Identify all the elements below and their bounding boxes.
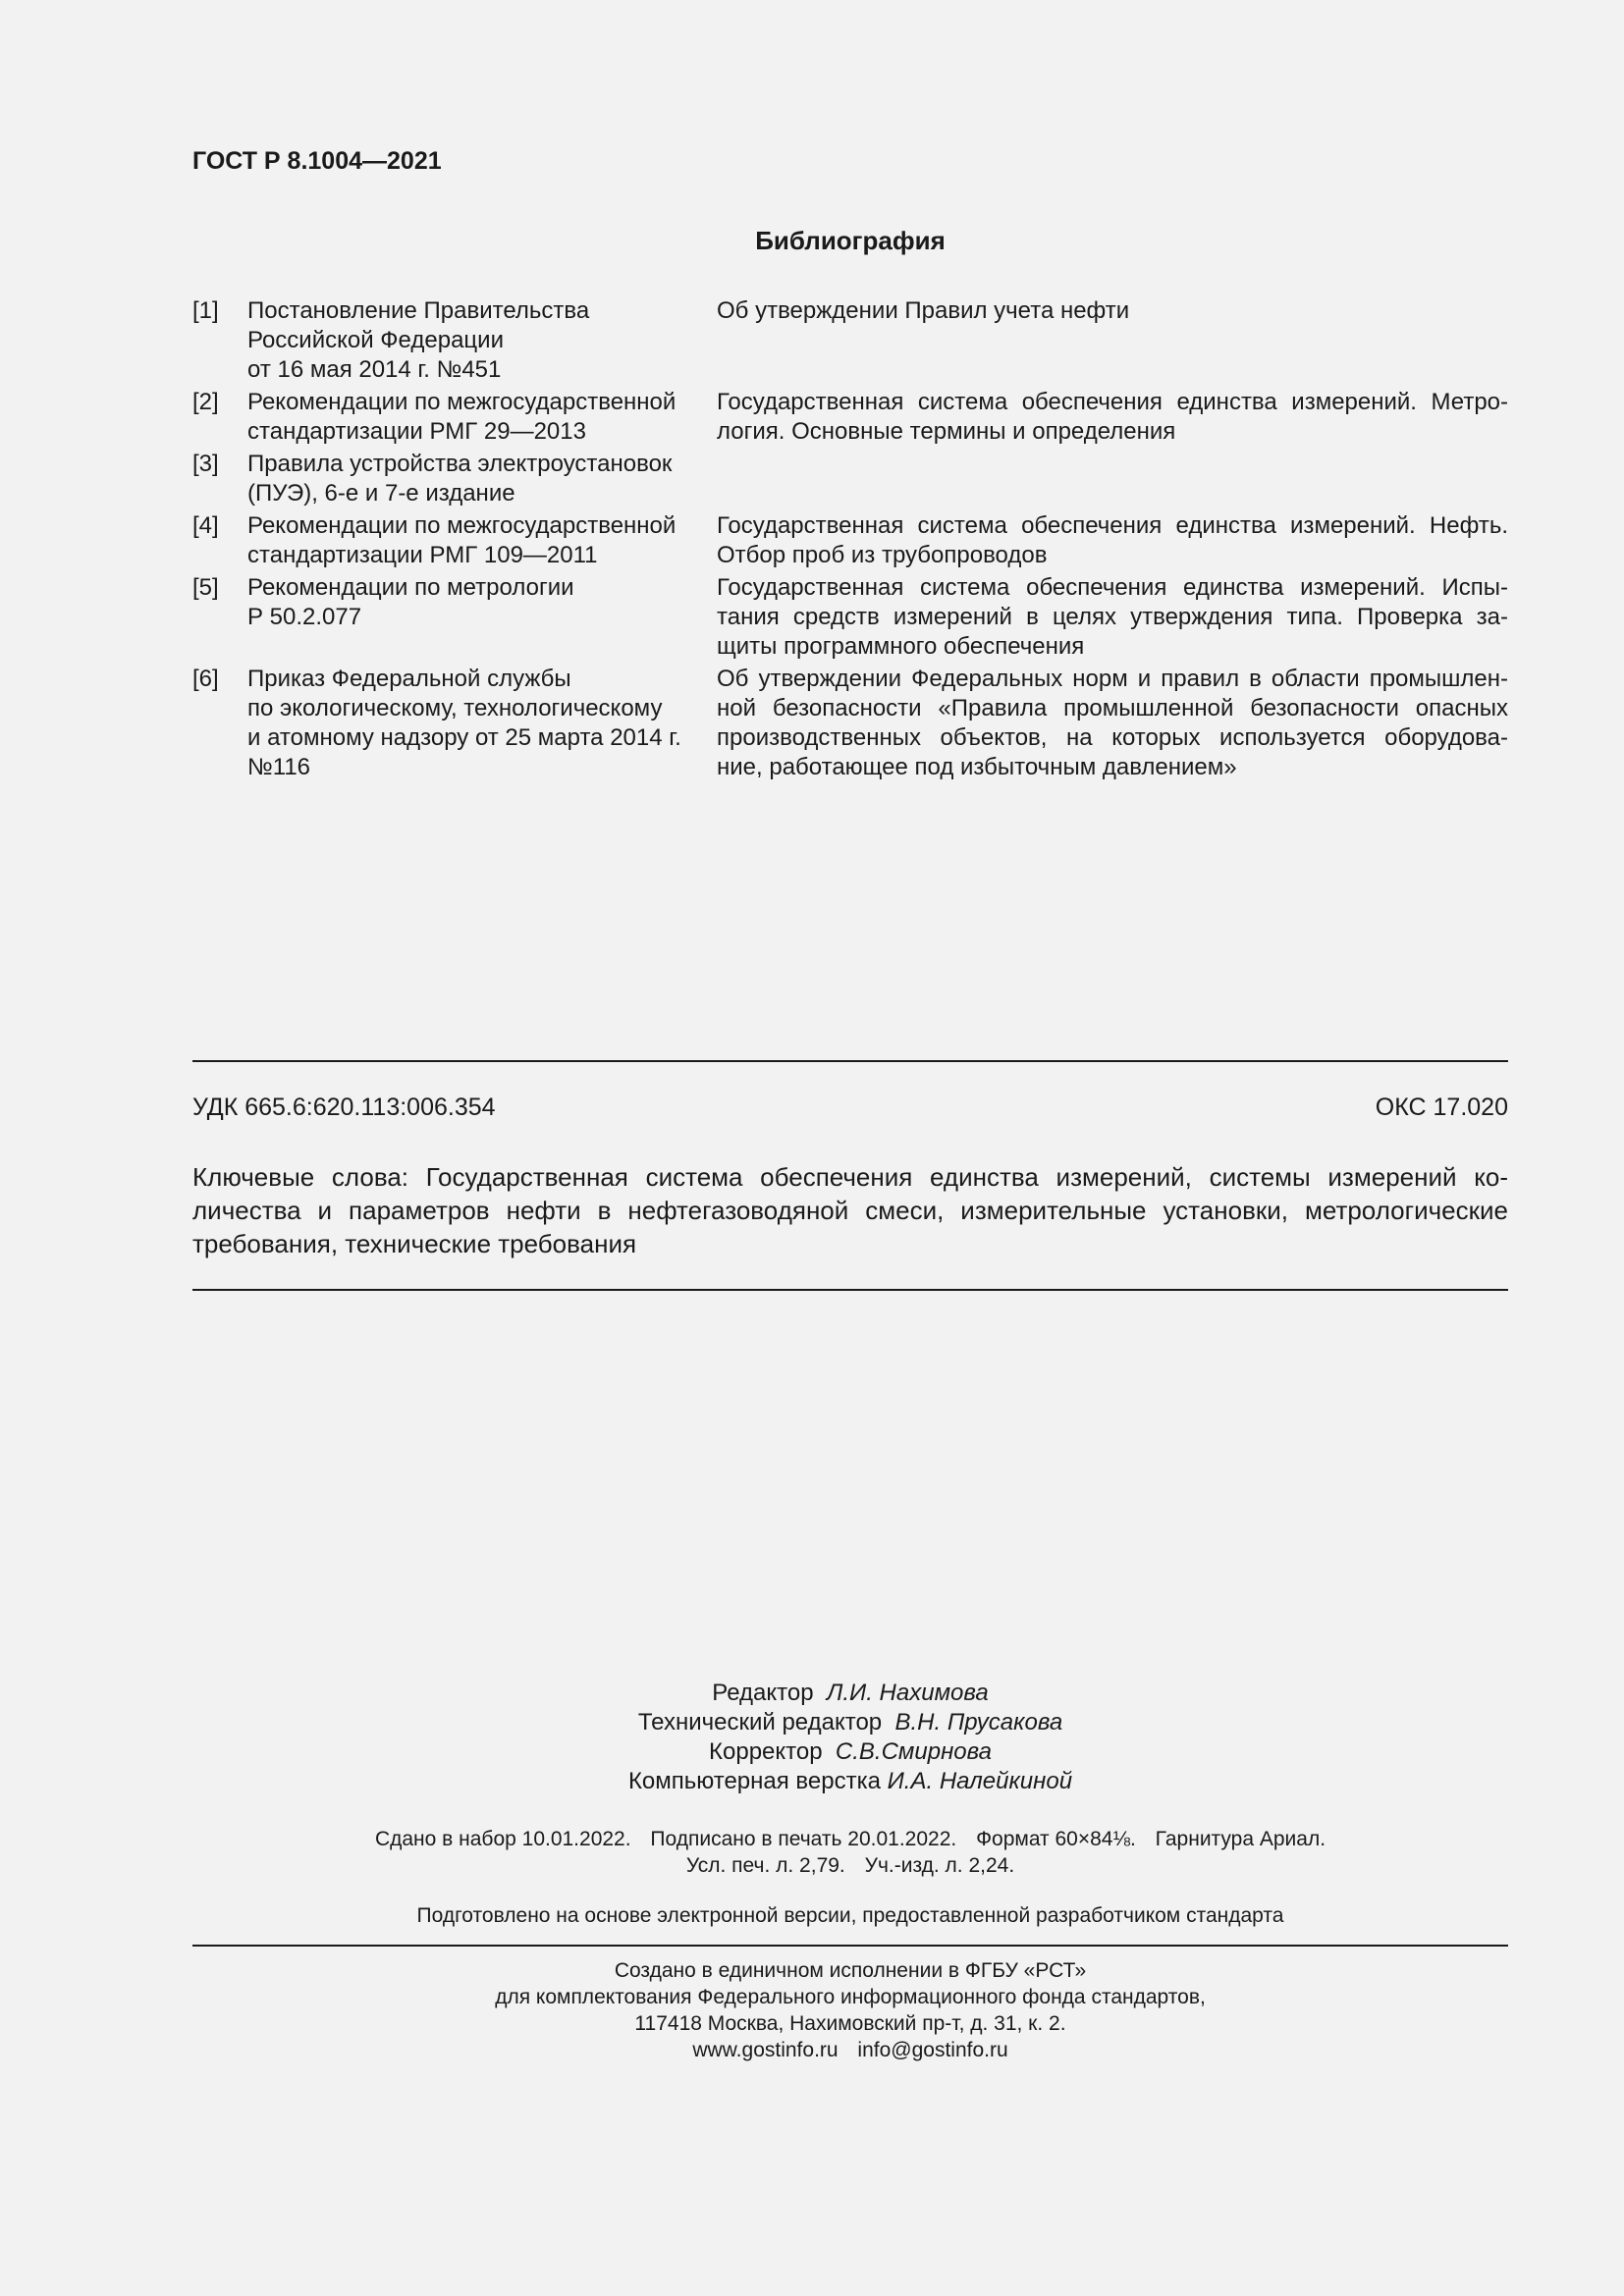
source-line: по экологическому, технологическому bbox=[247, 695, 663, 721]
source-line: Правила устройства электроустановок bbox=[247, 451, 673, 477]
source-line: и атомному надзору от 25 марта 2014 г. bbox=[247, 724, 681, 751]
source-line: стандартизации РМГ 29—2013 bbox=[247, 418, 586, 445]
credit-role: Компьютерная верстка bbox=[627, 1768, 881, 1794]
footer-line: 117418 Москва, Нахимовский пр-т, д. 31, к. 2. bbox=[634, 2012, 1066, 2035]
footer-line: Создано в единичном исполнении в ФГБУ «РСТ» bbox=[614, 1959, 1087, 1982]
footer-block bbox=[192, 1957, 1508, 2063]
desc-line: Государственная система обеспечения единства измерений. Метро- bbox=[717, 389, 1508, 415]
desc-line: Государственная система обеспечения единства измерений. Испы- bbox=[717, 574, 1508, 601]
keywords-line: требования, технические требования bbox=[192, 1229, 637, 1258]
entry-source bbox=[247, 573, 717, 662]
typeface: Гарнитура Ариал. bbox=[1155, 1828, 1326, 1850]
source-line: Р 50.2.077 bbox=[247, 604, 362, 630]
source-line: Приказ Федеральной службы bbox=[247, 666, 571, 692]
website-link[interactable]: www.gostinfo.ru bbox=[692, 2039, 839, 2061]
footer-contacts bbox=[192, 2037, 1508, 2063]
desc-line: тания средств измерений в целях утверждения типа. Проверка за- bbox=[717, 604, 1508, 630]
entry-number: [4] bbox=[192, 512, 219, 539]
udk-code: УДК 665.6:620.113:006.354 bbox=[192, 1094, 496, 1121]
entry-source bbox=[247, 388, 717, 447]
desc-line: ние, работающее под избыточным давлением» bbox=[717, 754, 1237, 780]
desc-line: Отбор проб из трубопроводов bbox=[717, 542, 1048, 568]
desc-line: Об утверждении Правил учета нефти bbox=[717, 297, 1130, 324]
publisher-sheets: Уч.-изд. л. 2,24. bbox=[864, 1854, 1015, 1877]
prepared-note: Подготовлено на основе электронной версии, предоставленной разработчиком стандарта bbox=[416, 1904, 1284, 1927]
footer-line: для комплектования Федерального информационного фонда стандартов, bbox=[495, 1986, 1206, 2008]
entry-description bbox=[717, 450, 1508, 508]
entry-source bbox=[247, 665, 717, 782]
credit-name: С.В.Смирнова bbox=[835, 1738, 992, 1765]
divider-top bbox=[192, 1060, 1508, 1062]
credit-role: Технический редактор bbox=[637, 1709, 883, 1735]
source-line: Постановление Правительства bbox=[247, 297, 590, 324]
email-link[interactable]: info@gostinfo.ru bbox=[857, 2039, 1008, 2061]
credit-line bbox=[192, 1708, 1508, 1737]
bibliography-entry bbox=[192, 511, 1508, 570]
print-info-line bbox=[192, 1826, 1508, 1852]
entry-description bbox=[717, 388, 1508, 447]
keywords-line: Ключевые слова: Государственная система обеспечения единства измерений, системы измерений ко- bbox=[192, 1162, 1508, 1192]
desc-line: Государственная система обеспечения единства измерений. Нефть. bbox=[717, 512, 1508, 539]
paper-format: Формат 60×84⅛. bbox=[976, 1828, 1136, 1850]
submitted-date: Сдано в набор 10.01.2022. bbox=[374, 1828, 631, 1850]
bibliography-title: Библиография bbox=[755, 226, 946, 255]
credit-line bbox=[192, 1737, 1508, 1767]
credit-role: Корректор bbox=[709, 1738, 823, 1765]
signed-date: Подписано в печать 20.01.2022. bbox=[650, 1828, 957, 1850]
entry-number: [1] bbox=[192, 297, 219, 324]
bibliography-entry bbox=[192, 296, 1508, 385]
divider-footer bbox=[192, 1945, 1508, 1947]
entry-source bbox=[247, 296, 717, 385]
source-line: Российской Федерации bbox=[247, 327, 504, 353]
source-line: Рекомендации по межгосударственной bbox=[247, 512, 677, 539]
desc-line: щиты программного обеспечения bbox=[717, 633, 1085, 660]
credit-name: В.Н. Прусакова bbox=[894, 1709, 1063, 1735]
entry-number: [6] bbox=[192, 666, 219, 692]
credit-name: И.А. Налейкиной bbox=[887, 1768, 1073, 1794]
source-line: Рекомендации по межгосударственной bbox=[247, 389, 677, 415]
entry-description bbox=[717, 511, 1508, 570]
document-code: ГОСТ Р 8.1004—2021 bbox=[192, 147, 442, 175]
desc-line: Об утверждении Федеральных норм и правил в области промышлен- bbox=[717, 666, 1508, 692]
entry-number: [3] bbox=[192, 451, 219, 477]
print-info bbox=[192, 1826, 1508, 1879]
bibliography-list bbox=[192, 296, 1508, 785]
credits-block bbox=[192, 1679, 1508, 1796]
credit-role: Редактор bbox=[712, 1680, 814, 1706]
oks-code: ОКС 17.020 bbox=[1375, 1094, 1508, 1121]
print-sheets: Усл. печ. л. 2,79. bbox=[685, 1854, 845, 1877]
desc-line: ной безопасности «Правила промышленной безопасности опасных bbox=[717, 695, 1508, 721]
entry-number: [2] bbox=[192, 389, 219, 415]
credit-line bbox=[192, 1767, 1508, 1796]
entry-number: [5] bbox=[192, 574, 219, 601]
desc-line: логия. Основные термины и определения bbox=[717, 418, 1176, 445]
bibliography-entry bbox=[192, 388, 1508, 447]
entry-description bbox=[717, 665, 1508, 782]
credit-line bbox=[192, 1679, 1508, 1708]
entry-source bbox=[247, 511, 717, 570]
divider-bottom bbox=[192, 1289, 1508, 1291]
bibliography-entry bbox=[192, 665, 1508, 782]
bibliography-entry bbox=[192, 573, 1508, 662]
credit-name: Л.И. Нахимова bbox=[826, 1680, 989, 1706]
print-info-line bbox=[192, 1852, 1508, 1879]
source-line: от 16 мая 2014 г. №451 bbox=[247, 356, 502, 383]
desc-line: производственных объектов, на которых используется оборудова- bbox=[717, 724, 1508, 751]
source-line: Рекомендации по метрологии bbox=[247, 574, 574, 601]
bibliography-entry bbox=[192, 450, 1508, 508]
entry-source bbox=[247, 450, 717, 508]
keywords-line: личества и параметров нефти в нефтегазоводяной смеси, измерительные установки, метрологические bbox=[192, 1196, 1508, 1225]
source-line: стандартизации РМГ 109—2011 bbox=[247, 542, 598, 568]
source-line: №116 bbox=[247, 754, 311, 780]
entry-description bbox=[717, 573, 1508, 662]
entry-description bbox=[717, 296, 1508, 385]
keywords bbox=[192, 1160, 1508, 1260]
source-line: (ПУЭ), 6-е и 7-е издание bbox=[247, 480, 515, 507]
